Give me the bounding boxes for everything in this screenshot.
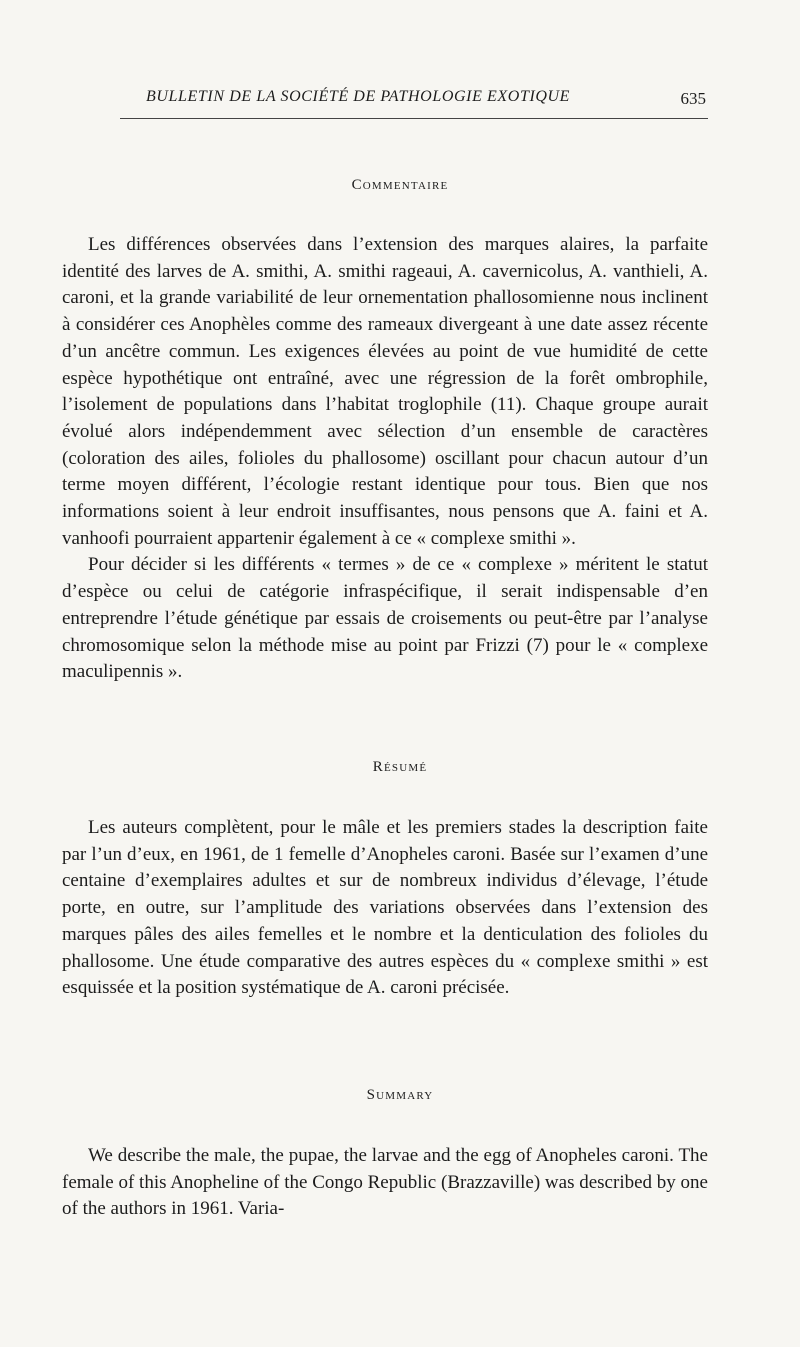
header-rule — [120, 118, 708, 119]
running-title: BULLETIN DE LA SOCIÉTÉ DE PATHOLOGIE EXOTIQUE — [146, 88, 571, 105]
commentaire-paragraph-1: Les différences observées dans l’extension des marques alaires, la parfaite identité des larves de A. smithi, A. smithi rageaui, A. cavernicolus, A. vanthieli, A. caroni, et la grande variabilité de leur ornementation phallosomienne nous inclinent à considérer ces Anophèles comme des rameaux divergeant à une date assez récente d’un ancêtre commun. Les exigences élevées au point de vue humidité de cette espèce hypothétique ont entraîné, avec une régression de la forêt ombrophile, l’isolement de populations dans l’habitat troglophile (11). Chaque groupe aurait évolué alors indépendemment avec sélection d’un ensemble de caractères (coloration des ailes, folioles du phallosome) oscillant pour chacun autour d’un terme moyen différent, l’écologie restant identique pour tous. Bien que nos informations soient à leur endroit insuffisantes, nous pensons que A. faini et A. vanhoofi pourraient appartenir également à ce « complexe smithi ». — [62, 234, 708, 549]
commentaire-section — [62, 232, 708, 686]
resume-heading: Résumé — [372, 759, 428, 775]
commentaire-heading: Commentaire — [351, 177, 449, 193]
commentaire-paragraph-2: Pour décider si les différents « termes » de ce « complexe » méritent le statut d’espèce ou celui de catégorie infraspécifique, il serait indispensable d’en entreprendre l’étude génétique par essais de croisements ou peut-être par l’analyse chromosomique selon la méthode mise au point par Frizzi (7) pour le « complexe maculipennis ». — [62, 554, 708, 683]
summary-section — [62, 1143, 708, 1223]
resume-section — [62, 815, 708, 1002]
summary-paragraph: We describe the male, the pupae, the larvae and the egg of Anopheles caroni. The female of this Anopheline of the Congo Republic (Brazzaville) was described by one of the authors in 1961. Varia- — [62, 1145, 708, 1220]
page-header — [62, 88, 706, 114]
summary-heading: Summary — [366, 1087, 434, 1103]
page-number: 635 — [680, 89, 706, 108]
resume-paragraph: Les auteurs complètent, pour le mâle et les premiers stades la description faite par l’un d’eux, en 1961, de 1 femelle d’Anopheles caroni. Basée sur l’examen d’une centaine d’exemplaires adultes et sur de nombreux individus d’élevage, l’étude porte, en outre, sur l’amplitude des variations observées dans l’extension des marques pâles des ailes femelles et le nombre et la denticulation des folioles du phallosome. Une étude comparative des autres espèces du « complexe smithi » est esquissée et la position systématique de A. caroni précisée. — [62, 817, 708, 999]
